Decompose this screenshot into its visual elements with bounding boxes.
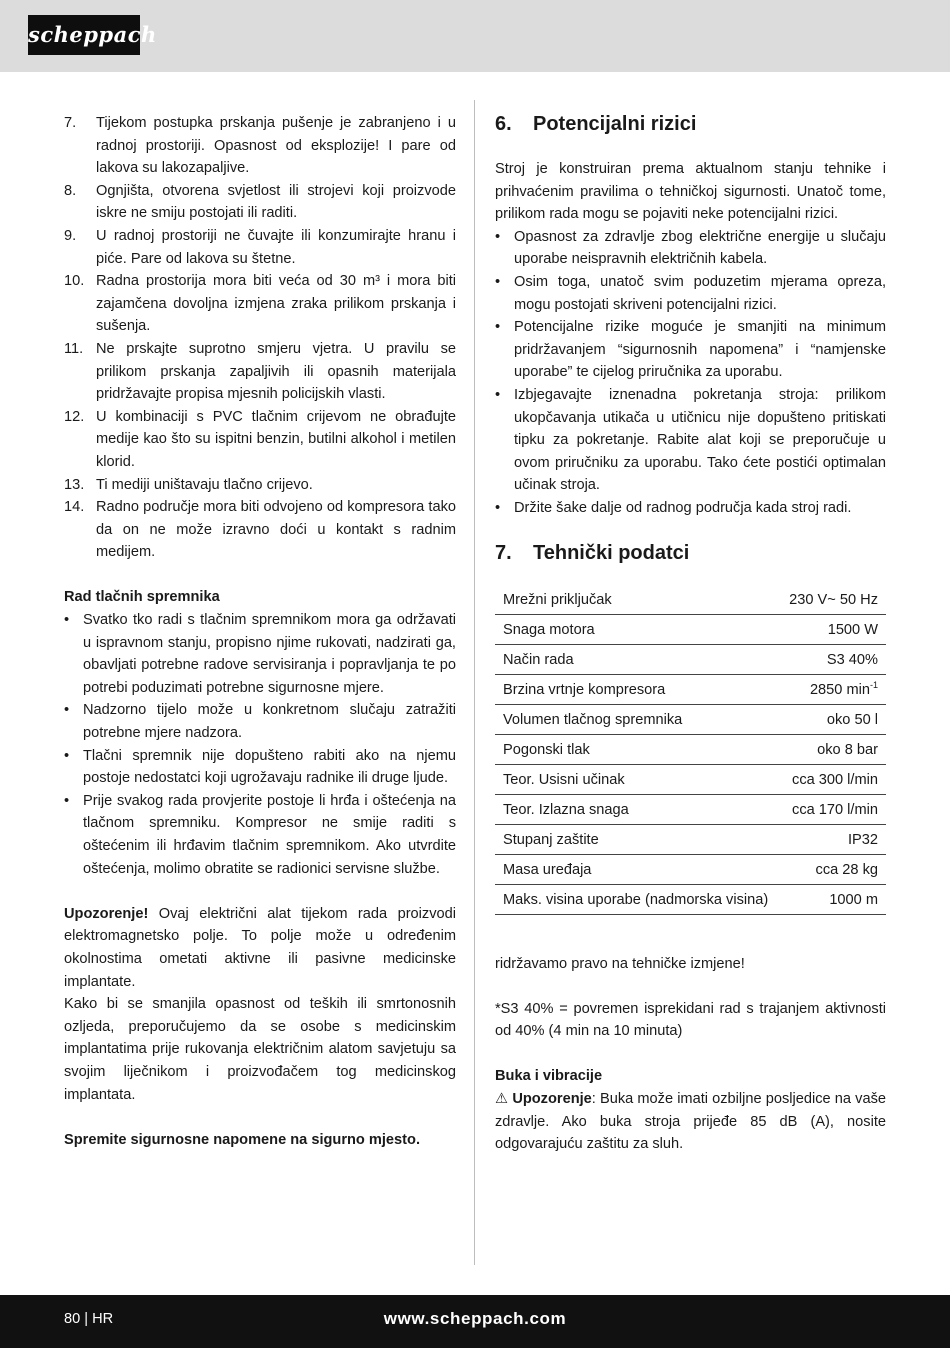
item-number: 7. <box>64 115 77 131</box>
list-item <box>64 112 456 180</box>
item-text: Ne prskajte suprotno smjeru vjetra. U pravilu se prilikom prskanja zapaljivih ili opasnih materijala pridržavajte propisa mjesnih policijskih vlasti. <box>96 340 456 403</box>
bullet-text: Prije svakog rada provjerite postoje li hrđa i oštećenja na tlačnom spremniku. Kompresor ne smije raditi s oštećenim ili hrđavim tlačnim spremnikom. Ako utvrdite oštećenja, molimo obratite se radionici servisne službe. <box>83 792 456 877</box>
page-number: 80 | HR <box>64 1311 114 1327</box>
spec-value <box>780 764 886 794</box>
changes-note: ridržavamo pravo na tehničke izmjene! <box>495 955 745 972</box>
item-number: 9. <box>64 227 77 244</box>
bullet-dot: • <box>495 228 501 245</box>
spec-label: Način rada <box>495 644 780 674</box>
spec-label: Teor. Usisni učinak <box>495 764 780 794</box>
spec-row <box>495 854 886 884</box>
bullet-item <box>495 384 886 497</box>
spec-value <box>780 674 886 704</box>
column-divider <box>474 100 475 1265</box>
spec-value-text: cca 170 l/min <box>792 801 878 818</box>
bullet-item <box>64 745 456 790</box>
spec-label: Maks. visina uporabe (nadmorska visina) <box>495 884 780 914</box>
page-num: 80 <box>64 1311 81 1327</box>
section-title: Tehnički podatci <box>533 541 690 564</box>
bullet-item <box>495 497 886 520</box>
noise-label: Upozorenje <box>512 1091 592 1108</box>
item-number: 13. <box>64 476 85 493</box>
warning-text: Ovaj električni alat tijekom rada proizvodi elektromagnetsko polje. To polje može u određenim okolnostima ometati aktivne ili pasivne medicinske implantate. <box>64 905 456 990</box>
item-text: Tijekom postupka prskanja pušenje je zabranjeno i u radnoj prostoriji. Opasnost od eksplozije! I pare od lakova su lakozapaljive. <box>96 115 456 177</box>
spec-table <box>495 585 886 915</box>
item-text: Ognjišta, otvorena svjetlost ili strojevi koji proizvode iskre ne smiju postojati ili raditi. <box>96 182 456 222</box>
bullet-item <box>64 699 456 744</box>
s3-note: *S3 40% = povremen isprekidani rad s trajanjem aktivnosti od 40% (4 min na 10 minuta) <box>495 1000 886 1040</box>
spec-row <box>495 614 886 644</box>
spec-row <box>495 884 886 914</box>
spec-label: Mrežni priključak <box>495 585 780 615</box>
item-number: 8. <box>64 182 77 199</box>
warning-label: Upozorenje! <box>64 905 149 922</box>
bullet-text: Opasnost za zdravlje zbog električne energije u slučaju uporabe neispravnih električnih kabela. <box>514 228 886 268</box>
spec-value-text: 1500 W <box>827 621 878 638</box>
bullet-item <box>495 271 886 316</box>
spec-label: Stupanj zaštite <box>495 824 780 854</box>
tank-bullet-list <box>64 609 456 880</box>
spec-row <box>495 734 886 764</box>
warning-triangle-icon: ⚠ <box>495 1091 509 1108</box>
spec-value <box>780 734 886 764</box>
bullet-text: Tlačni spremnik nije dopušteno rabiti ako na njemu postoje nedostatci koji ugrožavaju radnike ili druge ljude. <box>83 747 456 787</box>
bullet-dot: • <box>64 612 70 629</box>
bullet-dot: • <box>64 747 70 764</box>
noise-text: : Buka može imati ozbiljne posljedice na vaše zdravlje. Ako buka stroja prijeđe 85 dB (A), nosite odgovarajuću zaštitu za sluh. <box>495 1091 886 1153</box>
bullet-text: Svatko tko radi s tlačnim spremnikom mora ga održavati u ispravnom stanju, propisno njime rukovati, nadzirati ga, obavljati potrebne radove servisiranja i popravljanja te po potrebi poduzimati potrebne sigurnosne mjere. <box>83 612 456 696</box>
bullet-dot: • <box>64 792 70 809</box>
spec-value-text: 1000 m <box>829 891 878 908</box>
section-number: 6. <box>495 113 512 135</box>
bullet-item <box>495 226 886 271</box>
bullet-dot: • <box>495 386 501 403</box>
list-item <box>64 474 456 497</box>
spec-row <box>495 704 886 734</box>
spec-value-sup: -1 <box>869 679 878 690</box>
item-text: U radnoj prostoriji ne čuvajte ili konzumirajte hranu i piće. Pare od lakova su štetne. <box>96 227 456 267</box>
warning-paragraph <box>64 903 456 993</box>
page-footer <box>0 1295 950 1348</box>
item-text: Ti mediji uništavaju tlačno crijevo. <box>96 476 313 493</box>
bullet-item <box>495 316 886 384</box>
spec-value-text: 2850 min <box>809 681 870 698</box>
bullet-dot: • <box>495 319 501 336</box>
page-lang: HR <box>92 1311 114 1327</box>
item-number: 14. <box>64 499 85 516</box>
item-text: Radna prostorija mora biti veća od 30 m³ i mora biti zajamčena dovoljna izmjena zraka prilikom prskanja i sušenja. <box>96 273 456 335</box>
spec-label: Volumen tlačnog spremnika <box>495 704 780 734</box>
spec-value <box>780 585 886 615</box>
right-column <box>495 112 886 1156</box>
left-column <box>64 112 456 1151</box>
page-header <box>0 0 950 72</box>
spec-value <box>780 854 886 884</box>
bullet-text: Držite šake dalje od radnog područja kada stroj radi. <box>514 499 852 516</box>
risk-bullet-list <box>495 226 886 520</box>
bullet-text: Potencijalne rizike moguće je smanjiti na minimum pridržavanjem “sigurnosnih napomena” i “namjenske uporabe” te cijelog priručnika za uporabu. <box>514 319 886 381</box>
spec-label: Brzina vrtnje kompresora <box>495 674 780 704</box>
save-note: Spremite sigurnosne napomene na sigurno mjesto. <box>64 1131 420 1148</box>
spec-value-text: 230 V~ 50 Hz <box>789 591 878 608</box>
spec-value-text: oko 8 bar <box>817 741 878 758</box>
spec-row <box>495 674 886 704</box>
spec-value <box>780 614 886 644</box>
bullet-item <box>64 609 456 699</box>
spec-value <box>780 644 886 674</box>
website-link[interactable]: www.scheppach.com <box>383 1309 567 1328</box>
spec-label: Masa uređaja <box>495 854 780 884</box>
spec-value <box>780 794 886 824</box>
spec-value-text: oko 50 l <box>826 711 878 728</box>
noise-heading: Buka i vibracije <box>495 1068 603 1085</box>
item-number: 12. <box>64 408 85 425</box>
list-item <box>64 338 456 406</box>
section-number: 7. <box>495 541 512 564</box>
item-text: U kombinaciji s PVC tlačnim crijevom ne obrađujte medije kao što su ispitni benzin, butilni alkohol i metilen klorid. <box>96 408 456 470</box>
spec-value <box>780 824 886 854</box>
bullet-text: Izbjegavajte iznenadna pokretanja stroja: prilikom ukopčavanja utikača u utičnicu nije dopušteno pritiskati tipku za pokretanje. Rabite alat koji se preporučuje u ovom priručniku za uporabu. Tako ćete postići optimalan učinak stroja. <box>514 386 886 494</box>
section-6-heading <box>495 112 886 136</box>
spec-row <box>495 644 886 674</box>
bullet-dot: • <box>495 273 501 290</box>
item-text: Radno područje mora biti odvojeno od kompresora tako da on ne može izravno doći u kontakt s radnim medijem. <box>96 499 456 561</box>
noise-warning <box>495 1088 886 1156</box>
safety-list <box>64 112 456 564</box>
list-item <box>64 180 456 225</box>
list-item <box>64 496 456 564</box>
list-item <box>64 225 456 270</box>
spec-value <box>780 884 886 914</box>
bullet-dot: • <box>495 499 501 516</box>
spec-value <box>780 704 886 734</box>
spec-label: Pogonski tlak <box>495 734 780 764</box>
spec-value-text: IP32 <box>847 831 878 848</box>
warning-paragraph-2: Kako bi se smanjila opasnost od teških ili smrtonosnih ozljeda, preporučujemo da se osobe s medicinskim implantatima prije rukovanja električnim alatom savjetuju sa svojim liječnikom i proizvođačem tog medicinskog implantata. <box>64 996 456 1103</box>
risks-intro: Stroj je konstruiran prema aktualnom stanju tehnike i prihvaćenim pravilima o tehničkoj sigurnosti. Unatoč tome, prilikom rada mogu se pojaviti neke potencijalni rizici. <box>495 161 886 223</box>
spec-row <box>495 585 886 615</box>
spec-row <box>495 794 886 824</box>
spec-row <box>495 824 886 854</box>
bullet-text: Osim toga, unatoč svim poduzetim mjerama opreza, mogu postojati skriveni potencijalni rizici. <box>514 273 886 313</box>
list-item <box>64 406 456 474</box>
section-7-heading <box>495 541 886 565</box>
spec-value-text: cca 28 kg <box>815 861 878 878</box>
spec-value-text: cca 300 l/min <box>792 771 878 788</box>
section-title: Potencijalni rizici <box>533 113 697 135</box>
spec-label: Snaga motora <box>495 614 780 644</box>
bullet-text: Nadzorno tijelo može u konkretnom slučaju zatražiti potrebne mjere nadzora. <box>83 702 456 742</box>
spec-label: Teor. Izlazna snaga <box>495 794 780 824</box>
spec-value-text: S3 40% <box>826 651 878 668</box>
scheppach-logo: scheppach <box>28 15 140 55</box>
item-number: 11. <box>64 340 84 357</box>
list-item <box>64 270 456 338</box>
bullet-dot: • <box>64 702 70 719</box>
item-number: 10. <box>64 273 85 290</box>
tank-heading: Rad tlačnih spremnika <box>64 589 220 606</box>
bullet-item <box>64 790 456 880</box>
spec-row <box>495 764 886 794</box>
